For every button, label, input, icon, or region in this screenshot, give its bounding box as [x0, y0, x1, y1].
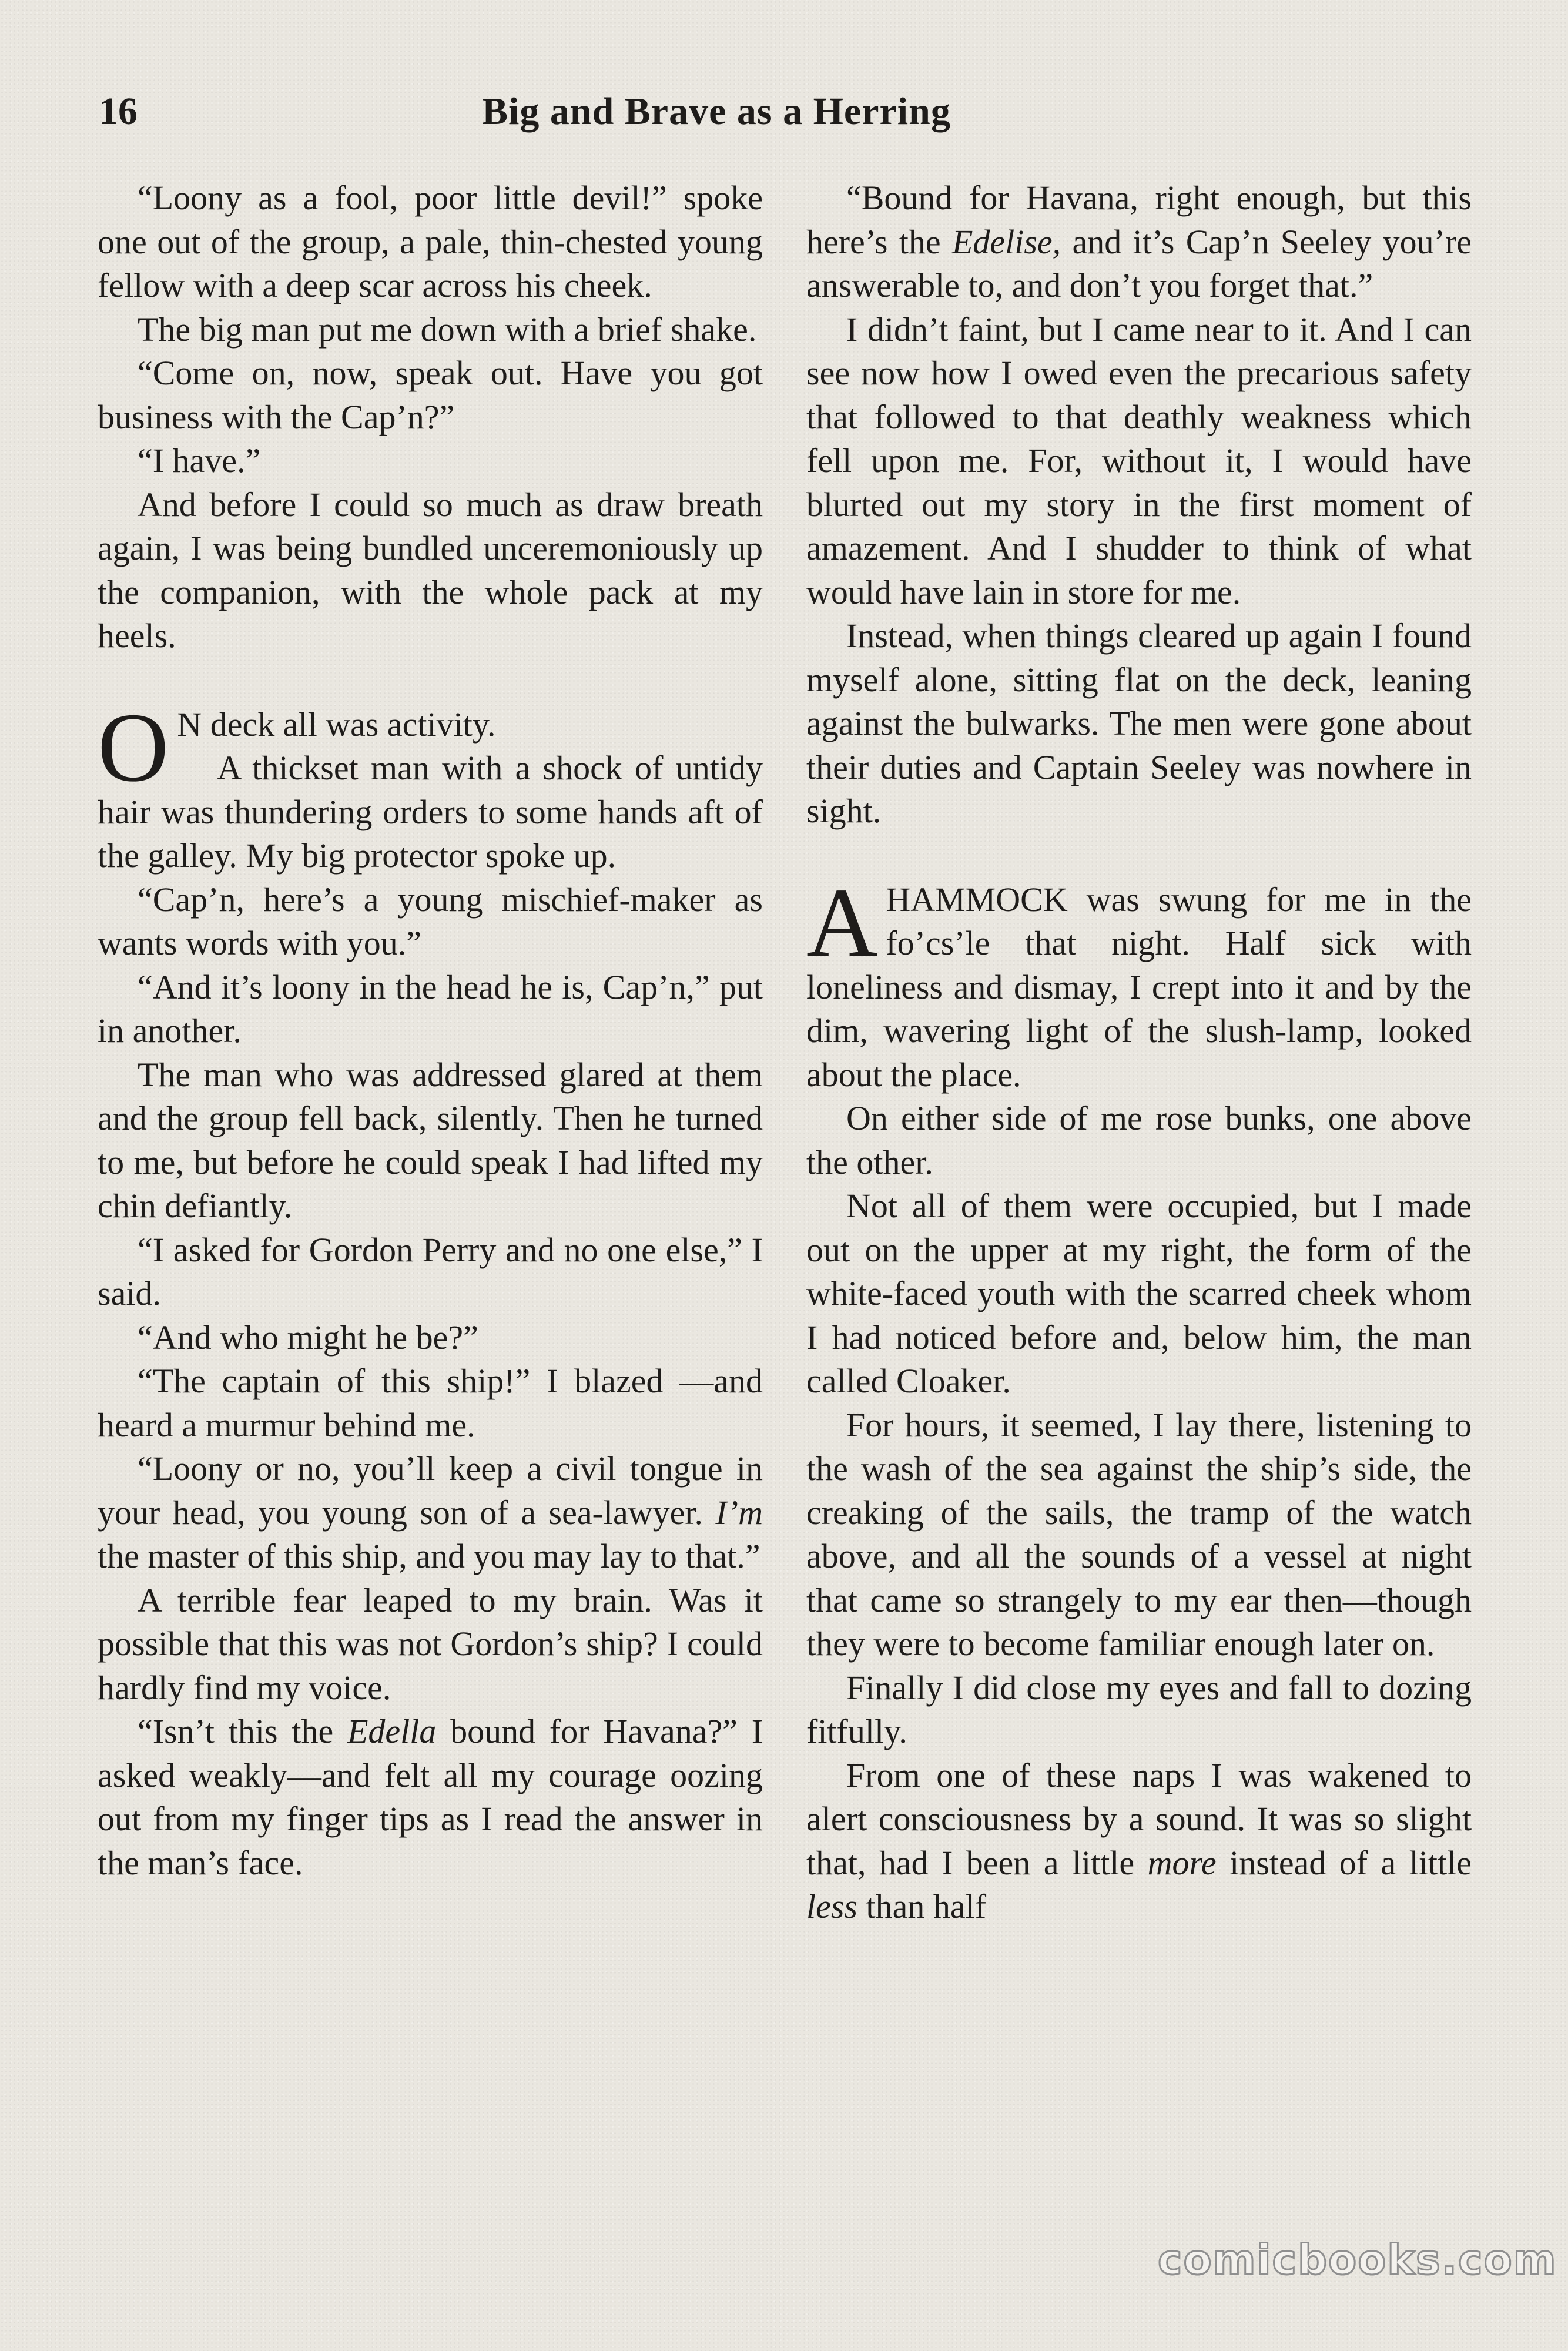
paragraph [806, 176, 1472, 308]
paragraph: “And it’s loony in the head he is, Cap’n,” put in another. [98, 967, 763, 1050]
paragraph: “Come on, now, speak out. Have you got business with the Cap’n?” [98, 354, 763, 436]
small-caps-word: N [177, 705, 202, 744]
left-column [98, 176, 763, 1885]
section-opening-paragraph [806, 868, 1472, 1097]
paragraph-text: deck all was activity. [202, 705, 496, 744]
section-break [98, 692, 763, 1886]
paragraph-text: “Bound for Havana, right enough, but this here’s the [806, 179, 1472, 261]
running-title: Big and Brave as a Herring [482, 90, 951, 133]
paragraph: And before I could so much as draw breath again, I was being bundled unceremoniously up the companion, with the whole pack at my heels. [98, 485, 763, 655]
paragraph-text: the master of this ship, and you may lay to that.” [98, 1537, 760, 1575]
paragraph [806, 1754, 1472, 1929]
paragraph: The man who was addressed glared at them and the group fell back, silently. Then he turned to me, but before he could speak I had lifted my chin defiantly. [98, 1055, 763, 1225]
right-column [806, 176, 1472, 1929]
paragraph: “The captain of this ship!” I blazed —and heard a murmur behind me. [98, 1362, 763, 1444]
page-number: 16 [99, 90, 138, 133]
paragraph: “Loony as a fool, poor little devil!” spoke one out of the group, a pale, thin-chested young fellow with a deep scar across his cheek. [98, 179, 763, 304]
drop-cap: O [98, 692, 169, 802]
paragraph: “And who might he be?” [138, 1318, 478, 1357]
section-opening-paragraph [98, 692, 763, 802]
paragraph-text: “Loony or no, you’ll keep a civil tongue in your head, you young son of a sea-lawyer. [98, 1449, 763, 1532]
paragraph: For hours, it seemed, I lay there, listening to the wash of the sea against the ship’s side, the creaking of the sails, the tramp of the watch above, and all the sounds of a vessel at night that came so strangely to my ear then—though they were to become familiar enough later on. [806, 1405, 1472, 1663]
paragraph: A thickset man with a shock of untidy hair was thundering orders to some hands aft of the galley. My big protector spoke up. [98, 749, 763, 875]
paragraph-text: and it’s Cap’n Seeley you’re answerable to, and don’t you forget that.” [806, 222, 1472, 304]
paragraph: Finally I did close my eyes and fall to dozing fitfully. [806, 1668, 1472, 1750]
emphasis: I’m [715, 1493, 763, 1532]
paragraph-text: “Isn’t this the [138, 1712, 347, 1750]
paragraph: Instead, when things cleared up again I found myself alone, sitting flat on the deck, leaning against the bulwarks. The men were gone about their duties and Captain Seeley was nowhere in sight. [806, 617, 1472, 830]
ship-name: Edella [347, 1712, 437, 1750]
paragraph-text: than half [857, 1887, 987, 1925]
paragraph-text: instead of a little [1216, 1843, 1472, 1882]
paragraph: Not all of them were occupied, but I made out on the upper at my right, the form of the white-faced youth with the scarred cheek whom I had noticed before and, below him, the man called Cloaker. [806, 1187, 1472, 1400]
ship-name: Edelise, [951, 222, 1061, 261]
emphasis: less [806, 1887, 857, 1925]
paragraph: “I have.” [138, 441, 261, 480]
emphasis: more [1147, 1843, 1217, 1882]
section-break [806, 868, 1472, 1929]
watermark: comicbooks.com [1158, 2236, 1557, 2284]
paragraph: I didn’t faint, but I came near to it. And I can see now how I owed even the precarious safety that followed to that deathly weakness which fell upon me. For, without it, I would have blurted out my story in the first moment of amazement. And I shudder to think of what would have lain in store for me. [806, 310, 1472, 611]
drop-cap: A [806, 868, 878, 977]
paragraph: “I asked for Gordon Perry and no one else,” I said. [98, 1230, 763, 1312]
paragraph-text: bound for Havana?” I asked weakly—and felt all my courage oozing out from my finger tips as I read the answer in the man’s face. [98, 1712, 763, 1882]
paragraph: On either side of me rose bunks, one above the other. [806, 1099, 1472, 1181]
paragraph [98, 1710, 763, 1885]
paragraph-text: From one of these naps I was wakened to alert consciousness by a sound. It was so slight that, had I been a little [806, 1756, 1472, 1882]
paragraph: The big man put me down with a brief shake. [138, 310, 757, 349]
paragraph-text: was swung for me in the fo’cs’le that night. Half sick with loneliness and dismay, I crept into it and by the dim, wavering light of the slush-lamp, looked about the place. [806, 880, 1472, 1094]
paragraph: “Cap’n, here’s a young mischief-maker as wants words with you.” [98, 880, 763, 962]
paragraph: A terrible fear leaped to my brain. Was it possible that this was not Gordon’s ship? I could hardly find my voice. [98, 1580, 763, 1707]
paragraph [98, 1447, 763, 1579]
small-caps-word: HAMMOCK [886, 880, 1068, 919]
